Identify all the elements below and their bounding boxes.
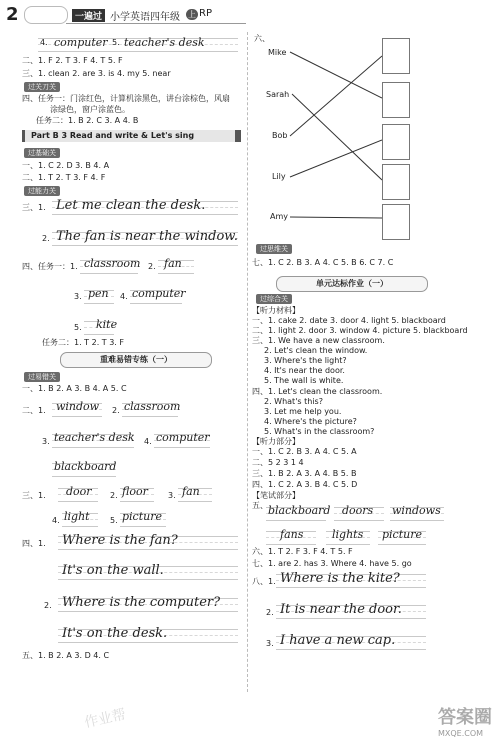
sentence-answer: Let me clean the desk. xyxy=(56,198,206,213)
edition: RP xyxy=(199,8,212,19)
answer-line: 六、1. T 2. F 3. F 4. T 5. F xyxy=(252,547,353,556)
word-answer: door xyxy=(66,485,92,498)
item-number: 八、1. xyxy=(252,577,276,586)
sentence-answer: Where is the kite? xyxy=(280,571,400,586)
subsection-label: 【笔试部分】 xyxy=(252,491,300,500)
item-number: 三、1. xyxy=(22,491,46,500)
word-answer: computer xyxy=(156,431,210,444)
item-number: 4. xyxy=(52,516,60,525)
answer-line: 二、5 2 3 1 4 xyxy=(252,458,304,467)
word-answer: picture xyxy=(382,528,422,541)
section-title: 重难易错专练（一） xyxy=(100,355,172,364)
answer-line: 七、1. are 2. has 3. Where 4. have 5. go xyxy=(252,559,412,568)
brand-logo: 一遍过 xyxy=(72,9,105,22)
answer-line: 四、任务一：门涂红色，计算机涂黑色，讲台涂棕色，风扇 xyxy=(22,94,230,103)
answer-computer: computer xyxy=(54,36,108,49)
item-number: 2. xyxy=(266,608,274,617)
answer-line: 任务二：1. B 2. C 3. A 4. B xyxy=(36,116,139,125)
item-number: 3. xyxy=(266,639,274,648)
section-tag: 过易错关 xyxy=(24,372,60,382)
item-number: 四、任务一：1. xyxy=(22,262,78,271)
word-answer: computer xyxy=(132,287,186,300)
section-tag: 过基础关 xyxy=(24,148,60,158)
word-answer: blackboard xyxy=(54,460,117,473)
word-answer: classroom xyxy=(124,400,181,413)
section-title: 单元达标作业（一） xyxy=(316,279,388,288)
picture-4 xyxy=(382,164,410,200)
answer-line: 二、1. T 2. T 3. F 4. F xyxy=(22,173,106,182)
item-number: 4. xyxy=(120,292,128,301)
sentence-answer: The fan is near the window. xyxy=(56,229,239,244)
word-answer: doors xyxy=(342,504,374,517)
item-number: 2. xyxy=(148,262,156,271)
word-answer: lights xyxy=(332,528,364,541)
sentence-answer: I have a new cap. xyxy=(280,633,396,648)
answer-line: 五、1. B 2. A 3. D 4. C xyxy=(22,651,110,660)
watermark-main: 答案圈 xyxy=(438,707,492,728)
word-answer: picture xyxy=(122,510,162,523)
answer-line: 3. Where's the light? xyxy=(264,356,347,365)
name-bob: Bob xyxy=(272,131,288,140)
section-tag: 过关刀关 xyxy=(24,82,60,92)
answer-line: 一、1. C 2. B 3. A 4. C 5. A xyxy=(252,447,357,456)
word-answer: pen xyxy=(88,287,109,300)
answer-line: 任务二：1. T 2. T 3. F xyxy=(42,338,124,347)
answer-teachers-desk: teacher's desk xyxy=(124,36,205,49)
picture-2 xyxy=(382,82,410,118)
answer-line: 涂绿色，窗户涂蓝色。 xyxy=(50,105,130,114)
item-number: 六、 xyxy=(254,34,270,43)
answer-line: 2. What's this? xyxy=(264,397,323,406)
word-answer: fans xyxy=(280,528,304,541)
site-watermark xyxy=(438,703,492,738)
sentence-answer: It is near the door. xyxy=(280,602,402,617)
answer-line: 二、1. light 2. door 3. window 4. picture 5. blackboard xyxy=(252,326,468,335)
sentence-answer: Where is the fan? xyxy=(62,533,178,548)
section-tag: 过思维关 xyxy=(256,244,292,254)
item-number: 5. xyxy=(110,516,118,525)
item-number: 3. xyxy=(42,437,50,446)
name-amy: Amy xyxy=(270,212,288,221)
word-answer: fan xyxy=(182,485,200,498)
name-sarah: Sarah xyxy=(266,90,290,99)
volume-badge: 上 xyxy=(188,10,196,19)
section-title-pill xyxy=(276,276,428,292)
word-answer: light xyxy=(64,510,90,523)
item-number: 2. xyxy=(42,234,50,243)
book-title: 小学英语四年级 xyxy=(110,12,180,23)
item-number: 3. xyxy=(168,491,176,500)
answer-line: 四、1. Let's clean the classroom. xyxy=(252,387,383,396)
picture-3 xyxy=(382,124,410,160)
watermark-url: MXQE.COM xyxy=(438,729,484,738)
answer-line: 4. It's near the door. xyxy=(264,366,345,375)
item-number: 5. xyxy=(74,323,82,332)
item-number: 三、1. xyxy=(22,203,46,212)
subsection-label: 【听力部分】 xyxy=(252,437,300,446)
section-tag: 过能力关 xyxy=(24,186,60,196)
sentence-answer: It's on the wall. xyxy=(62,563,164,578)
picture-5 xyxy=(382,204,410,240)
answer-line: 四、1. C 2. A 3. B 4. C 5. D xyxy=(252,480,358,489)
section-tag: 过综合关 xyxy=(256,294,292,304)
item-number: 二、1. xyxy=(22,406,46,415)
name-mike: Mike xyxy=(268,48,287,57)
word-answer: window xyxy=(56,400,100,413)
answer-line: 三、1. B 2. A 3. A 4. B 5. B xyxy=(252,469,357,478)
item-number: 2. xyxy=(44,601,52,610)
item-number: 3. xyxy=(74,292,82,301)
sentence-answer: Where is the computer? xyxy=(62,595,221,610)
answer-line: 三、1. clean 2. are 3. is 4. my 5. near xyxy=(22,69,171,78)
page-number: 2 xyxy=(6,4,19,25)
item-number: 5. xyxy=(112,38,120,47)
item-number: 四、1. xyxy=(22,539,46,548)
answer-line: 七、1. C 2. B 3. A 4. C 5. B 6. C 7. C xyxy=(252,258,394,267)
item-number: 2. xyxy=(110,491,118,500)
answer-line: 5. The wall is white. xyxy=(264,376,344,385)
word-answer: windows xyxy=(392,504,441,517)
word-answer: floor xyxy=(122,485,148,498)
item-number: 2. xyxy=(112,406,120,415)
word-answer: fan xyxy=(164,257,182,270)
subsection-label: 【听力材料】 xyxy=(252,306,300,315)
answer-line: 5. What's in the classroom? xyxy=(264,427,375,436)
answer-line: 2. Let's clean the window. xyxy=(264,346,368,355)
word-answer: teacher's desk xyxy=(54,431,135,444)
answer-line: 三、1. We have a new classroom. xyxy=(252,336,385,345)
item-number: 4. xyxy=(144,437,152,446)
answer-line: 一、1. cake 2. date 3. door 4. light 5. blackboard xyxy=(252,316,446,325)
word-answer: classroom xyxy=(84,257,141,270)
answer-line: 一、1. B 2. A 3. B 4. A 5. C xyxy=(22,384,127,393)
sentence-answer: It's on the desk. xyxy=(62,626,168,641)
item-number: 4. xyxy=(40,38,48,47)
picture-1 xyxy=(382,38,410,74)
word-answer: blackboard xyxy=(268,504,331,517)
answer-line: 3. Let me help you. xyxy=(264,407,342,416)
part-title: Part B 3 Read and write & Let's sing xyxy=(31,131,195,140)
name-lily: Lily xyxy=(272,172,286,181)
faint-watermark: 作业帮 xyxy=(83,706,128,732)
answer-line: 4. Where's the picture? xyxy=(264,417,357,426)
answer-line: 二、1. F 2. T 3. F 4. T 5. F xyxy=(22,56,123,65)
item-number: 五、 xyxy=(252,501,268,510)
word-answer: kite xyxy=(96,318,118,331)
answer-line: 一、1. C 2. D 3. B 4. A xyxy=(22,161,110,170)
